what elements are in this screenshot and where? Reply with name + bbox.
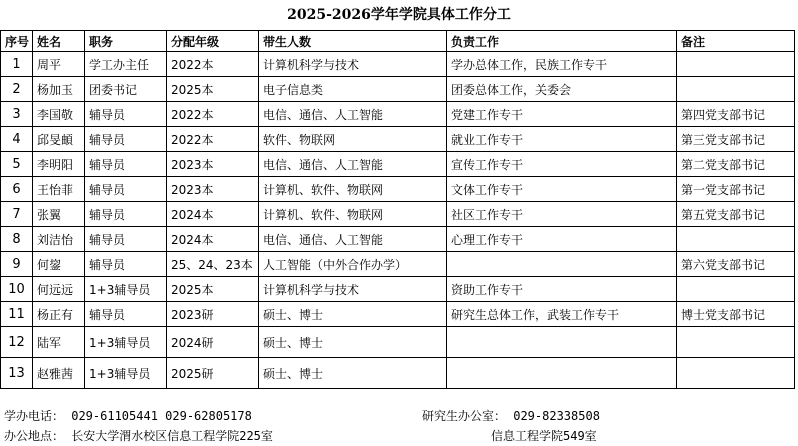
table-row	[1, 227, 795, 252]
table-cell[interactable]: 13	[1, 358, 33, 389]
table-cell[interactable]: 2023研	[167, 302, 259, 327]
table-cell[interactable]: 辅导员	[85, 127, 167, 152]
table-cell[interactable]: 2023本	[167, 152, 259, 177]
table-row	[1, 52, 795, 77]
table-cell[interactable]: 6	[1, 177, 33, 202]
table-cell[interactable]: 王怡菲	[33, 177, 85, 202]
table-cell[interactable]: 7	[1, 202, 33, 227]
table-cell[interactable]: 第四党支部书记	[677, 102, 795, 127]
table-cell[interactable]: 辅导员	[85, 302, 167, 327]
table-cell[interactable]: 第三党支部书记	[677, 127, 795, 152]
footer-address: 办公地点： 长安大学渭水校区信息工程学院225室	[4, 429, 273, 443]
table-row	[1, 302, 795, 327]
table-cell[interactable]: 计算机科学与技术	[259, 277, 447, 302]
table-cell[interactable]: 辅导员	[85, 202, 167, 227]
table-cell[interactable]: 软件、物联网	[259, 127, 447, 152]
table-cell[interactable]: 5	[1, 152, 33, 177]
table-cell[interactable]: 辅导员	[85, 177, 167, 202]
table-cell[interactable]: 9	[1, 252, 33, 277]
table-cell[interactable]: 1	[1, 52, 33, 77]
table-cell[interactable]: 心理工作专干	[447, 227, 677, 252]
table-cell[interactable]: 3	[1, 102, 33, 127]
table-cell[interactable]: 电信、通信、人工智能	[259, 102, 447, 127]
table-row	[1, 127, 795, 152]
table-cell[interactable]: 社区工作专干	[447, 202, 677, 227]
header-row	[1, 31, 795, 52]
header-cell[interactable]: 备注	[677, 31, 795, 52]
sheet-title: 2025-2026学年学院具体工作分工	[287, 7, 511, 23]
table-cell[interactable]: 陆军	[33, 327, 85, 358]
table-cell[interactable]	[677, 277, 795, 302]
table-cell[interactable]: 刘洁怡	[33, 227, 85, 252]
header-cell[interactable]: 职务	[85, 31, 167, 52]
table-cell[interactable]: 博士党支部书记	[677, 302, 795, 327]
table-cell[interactable]: 4	[1, 127, 33, 152]
table-cell[interactable]: 计算机、软件、物联网	[259, 202, 447, 227]
table-cell[interactable]: 人工智能（中外合作办学）	[259, 252, 447, 277]
table-row	[1, 277, 795, 302]
table-row	[1, 252, 795, 277]
table-cell[interactable]: 25、24、23本	[167, 252, 259, 277]
table-cell[interactable]: 团委书记	[85, 77, 167, 102]
table-cell[interactable]: 第一党支部书记	[677, 177, 795, 202]
table-cell[interactable]: 文体工作专干	[447, 177, 677, 202]
table-cell[interactable]: 团委总体工作，关委会	[447, 77, 677, 102]
table-cell[interactable]: 11	[1, 302, 33, 327]
table-cell[interactable]: 12	[1, 327, 33, 358]
table-cell[interactable]: 就业工作专干	[447, 127, 677, 152]
table-cell[interactable]: 杨正有	[33, 302, 85, 327]
header-cell[interactable]: 姓名	[33, 31, 85, 52]
table-cell[interactable]: 8	[1, 227, 33, 252]
header-cell[interactable]: 带生人数	[259, 31, 447, 52]
table-cell[interactable]: 2022本	[167, 52, 259, 77]
table-cell[interactable]	[677, 77, 795, 102]
table-cell[interactable]: 李国敬	[33, 102, 85, 127]
footer-grad-office: 研究生办公室： 029-82338508	[422, 409, 600, 423]
table-row	[1, 327, 795, 358]
table-cell[interactable]: 1+3辅导员	[85, 277, 167, 302]
table-cell[interactable]: 赵雅茜	[33, 358, 85, 389]
table-cell[interactable]: 杨加玉	[33, 77, 85, 102]
work-assignment-table	[0, 30, 795, 389]
footer-phone: 学办电话： 029-61105441 029-62805178	[4, 409, 252, 423]
table-cell[interactable]	[447, 358, 677, 389]
table-cell[interactable]: 2022本	[167, 127, 259, 152]
table-cell[interactable]: 第五党支部书记	[677, 202, 795, 227]
table-cell[interactable]: 2025本	[167, 277, 259, 302]
table-cell[interactable]	[677, 227, 795, 252]
table-cell[interactable]: 2	[1, 77, 33, 102]
table-row	[1, 102, 795, 127]
table-row	[1, 152, 795, 177]
table-cell[interactable]: 第二党支部书记	[677, 152, 795, 177]
table-cell[interactable]: 2025本	[167, 77, 259, 102]
table-cell[interactable]: 2023本	[167, 177, 259, 202]
table-cell[interactable]: 辅导员	[85, 102, 167, 127]
table-cell[interactable]: 硕士、博士	[259, 358, 447, 389]
table-cell[interactable]: 辅导员	[85, 252, 167, 277]
table-cell[interactable]: 计算机科学与技术	[259, 52, 447, 77]
table-cell[interactable]: 电子信息类	[259, 77, 447, 102]
table-cell[interactable]: 1+3辅导员	[85, 327, 167, 358]
table-cell[interactable]: 辅导员	[85, 152, 167, 177]
table-row	[1, 202, 795, 227]
table-cell[interactable]: 10	[1, 277, 33, 302]
table-cell[interactable]: 电信、通信、人工智能	[259, 227, 447, 252]
table-cell[interactable]: 张翼	[33, 202, 85, 227]
table-cell[interactable]: 2024本	[167, 227, 259, 252]
table-cell[interactable]: 1+3辅导员	[85, 358, 167, 389]
table-cell[interactable]: 资助工作专干	[447, 277, 677, 302]
table-cell[interactable]: 硕士、博士	[259, 302, 447, 327]
table-cell[interactable]: 何远远	[33, 277, 85, 302]
table-cell[interactable]: 第六党支部书记	[677, 252, 795, 277]
table-cell[interactable]	[677, 327, 795, 358]
table-cell[interactable]: 党建工作专干	[447, 102, 677, 127]
table-cell[interactable]: 学办总体工作，民族工作专干	[447, 52, 677, 77]
table-cell[interactable]: 电信、通信、人工智能	[259, 152, 447, 177]
table-cell[interactable]: 2025研	[167, 358, 259, 389]
table-cell[interactable]: 2024本	[167, 202, 259, 227]
table-row	[1, 177, 795, 202]
footer-grad-room: 信息工程学院549室	[491, 429, 597, 443]
table-cell[interactable]	[447, 252, 677, 277]
table-cell[interactable]: 计算机、软件、物联网	[259, 177, 447, 202]
table-row	[1, 358, 795, 389]
table-cell[interactable]: 研究生总体工作，武装工作专干	[447, 302, 677, 327]
table-cell[interactable]	[677, 358, 795, 389]
table-cell[interactable]: 何鋆	[33, 252, 85, 277]
table-cell[interactable]: 周平	[33, 52, 85, 77]
table-cell[interactable]	[447, 327, 677, 358]
table-cell[interactable]: 硕士、博士	[259, 327, 447, 358]
header-cell[interactable]: 负责工作	[447, 31, 677, 52]
table-cell[interactable]: 李明阳	[33, 152, 85, 177]
table-cell[interactable]: 辅导员	[85, 227, 167, 252]
table-cell[interactable]: 2024研	[167, 327, 259, 358]
table-row	[1, 77, 795, 102]
table-cell[interactable]: 宣传工作专干	[447, 152, 677, 177]
table-cell[interactable]: 2022本	[167, 102, 259, 127]
header-cell[interactable]: 序号	[1, 31, 33, 52]
table-cell[interactable]: 学工办主任	[85, 52, 167, 77]
table-cell[interactable]	[677, 52, 795, 77]
table-cell[interactable]: 邱旻頔	[33, 127, 85, 152]
header-cell[interactable]: 分配年级	[167, 31, 259, 52]
